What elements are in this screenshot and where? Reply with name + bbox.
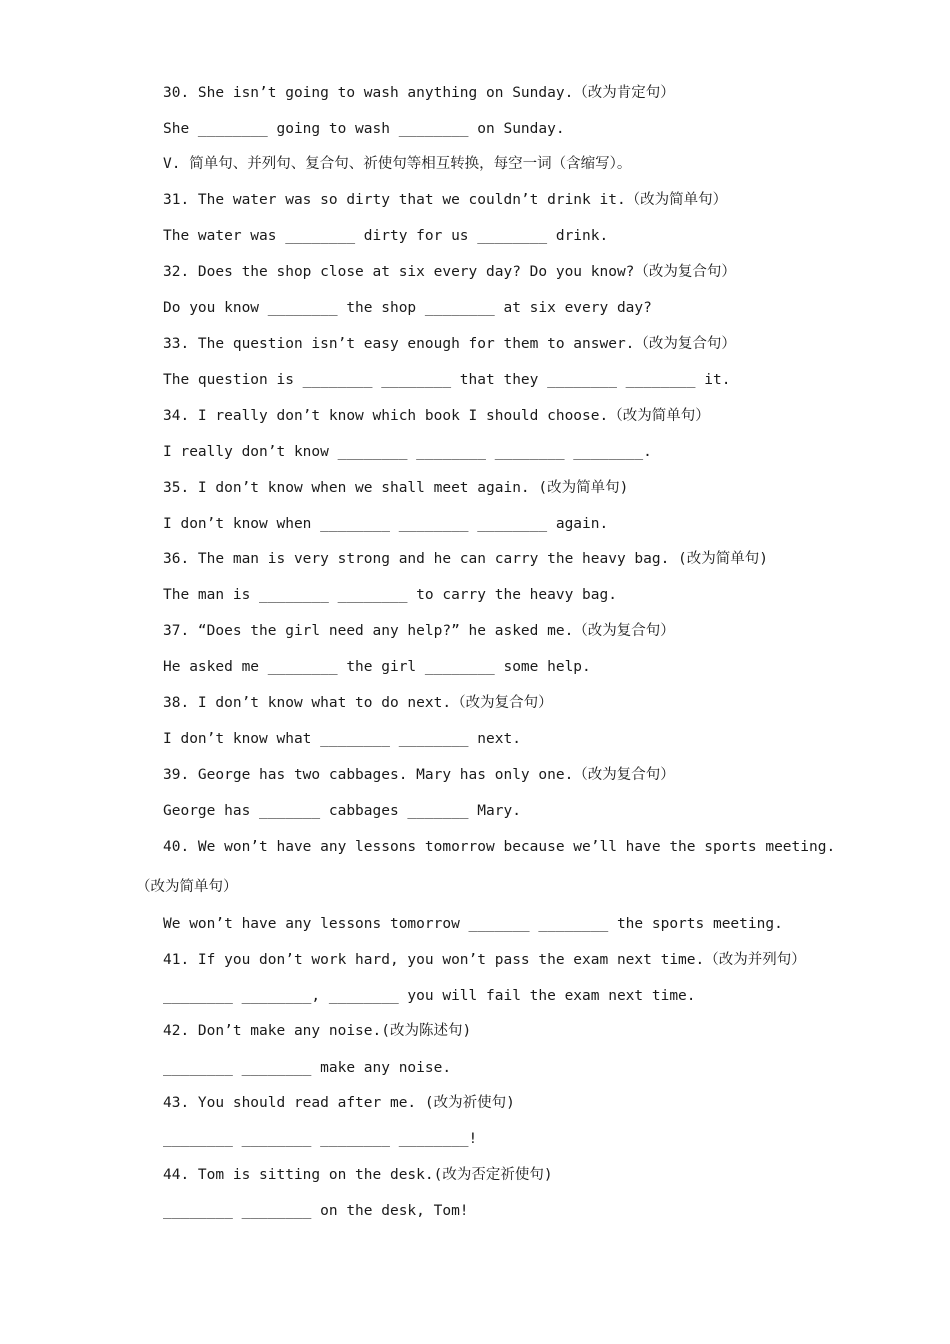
question-38: 38. I don’t know what to do next.（改为复合句） [163,695,553,711]
answer-32: Do you know ________ the shop ________ at six every day? [163,300,652,316]
answer-31: The water was ________ dirty for us ________ drink. [163,228,609,244]
answer-40: We won’t have any lessons tomorrow _______ ________ the sports meeting. [163,916,783,932]
question-30: 30. She isn’t going to wash anything on Sunday.（改为肯定句） [163,85,675,101]
answer-36: The man is ________ ________ to carry the heavy bag. [163,587,617,603]
answer-42: ________ ________ make any noise. [163,1060,452,1076]
answer-37: He asked me ________ the girl ________ some help. [163,659,591,675]
question-42: 42. Don’t make any noise.(改为陈述句) [163,1023,472,1039]
question-35: 35. I don’t know when we shall meet again. (改为简单句) [163,480,629,496]
answer-44: ________ ________ on the desk, Tom! [163,1203,469,1219]
question-39: 39. George has two cabbages. Mary has only one.（改为复合句） [163,767,675,783]
question-40: 40. We won’t have any lessons tomorrow because we’ll have the sports meeting. [163,839,836,855]
question-32: 32. Does the shop close at six every day? Do you know?（改为复合句） [163,264,736,280]
answer-41: ________ ________, ________ you will fail the exam next time. [163,988,696,1004]
question-41: 41. If you don’t work hard, you won’t pass the exam next time.（改为并列句） [163,952,806,968]
question-31: 31. The water was so dirty that we couldn’t drink it.（改为简单句） [163,192,728,208]
question-44: 44. Tom is sitting on the desk.(改为否定祈使句) [163,1167,553,1183]
answer-33: The question is ________ ________ that they ________ ________ it. [163,372,731,388]
question-34: 34. I really don’t know which book I should choose.（改为简单句） [163,408,710,424]
answer-34: I really don’t know ________ ________ ________ ________. [163,444,652,460]
answer-39: George has _______ cabbages _______ Mary. [163,803,521,819]
question-40-continued: （改为简单句） [136,879,238,895]
answer-35: I don’t know when ________ ________ ________ again. [163,516,609,532]
section-heading: V. 简单句、并列句、复合句、祈使句等相互转换，每空一词（含缩写）。 [163,156,632,172]
question-36: 36. The man is very strong and he can carry the heavy bag. (改为简单句) [163,551,769,567]
answer-38: I don’t know what ________ ________ next. [163,731,521,747]
answer-30: She ________ going to wash ________ on Sunday. [163,121,565,137]
question-43: 43. You should read after me. (改为祈使句) [163,1095,515,1111]
answer-43: ________ ________ ________ ________! [163,1131,478,1147]
question-33: 33. The question isn’t easy enough for them to answer.（改为复合句） [163,336,736,352]
question-37: 37. “Does the girl need any help?” he asked me.（改为复合句） [163,623,675,639]
